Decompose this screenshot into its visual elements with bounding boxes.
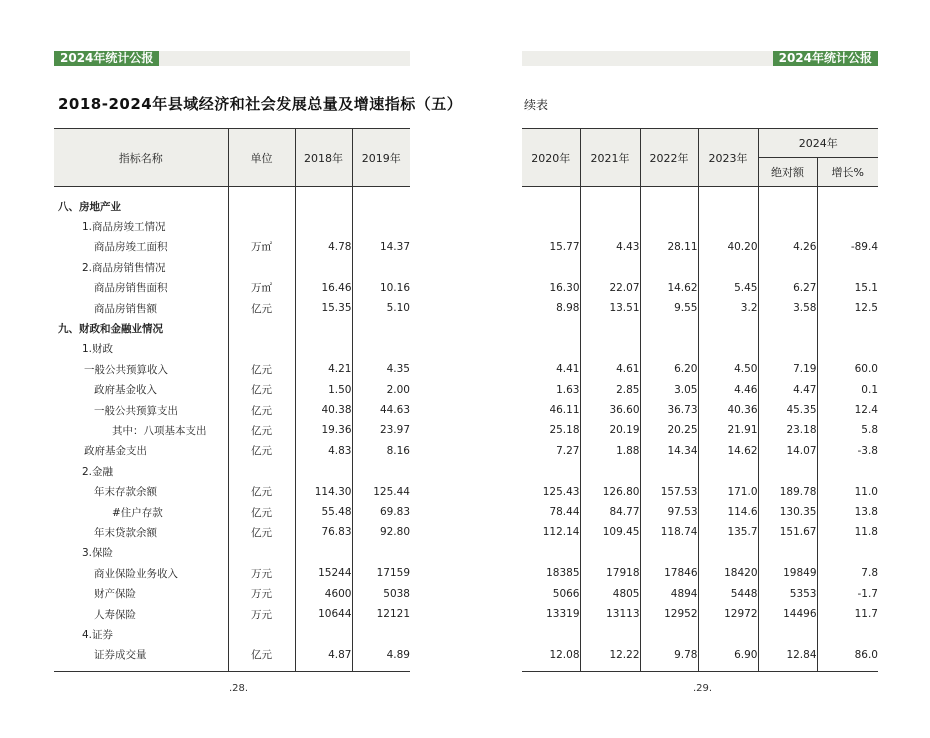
table-row <box>522 380 878 400</box>
value-2024-absolute <box>758 257 817 277</box>
value-2024-growth <box>817 339 878 359</box>
value-2019: 125.44 <box>352 481 410 501</box>
value-2019 <box>352 318 410 338</box>
indicator-name: 政府基金收入 <box>94 384 157 397</box>
value-2018: 76.83 <box>295 522 352 542</box>
value-2024-absolute <box>758 624 817 644</box>
value-2018 <box>295 257 352 277</box>
table-row <box>522 604 878 624</box>
table-row <box>54 359 410 379</box>
value-2019: 92.80 <box>352 522 410 542</box>
indicator-name: 年末贷款余额 <box>94 526 157 539</box>
table-row <box>54 278 410 298</box>
value-2023: 21.91 <box>698 420 758 440</box>
value-2022: 157.53 <box>640 481 698 501</box>
value-2020 <box>522 461 580 481</box>
value-2021: 4.61 <box>580 359 640 379</box>
table-row <box>54 237 410 257</box>
value-2022: 36.73 <box>640 400 698 420</box>
value-2021 <box>580 216 640 236</box>
value-2020: 125.43 <box>542 485 580 498</box>
left-table-body <box>54 187 410 672</box>
value-2022: 28.11 <box>640 237 698 257</box>
value-2022: 14.62 <box>640 278 698 298</box>
value-2024-growth: 11.0 <box>817 481 878 501</box>
table-row <box>54 187 410 217</box>
indicator-name: 商品房销售面积 <box>94 282 168 295</box>
table-row <box>54 380 410 400</box>
value-2024-growth <box>817 187 878 217</box>
value-2024-absolute: 6.27 <box>758 278 817 298</box>
value-2020 <box>522 318 580 338</box>
value-2018: 19.36 <box>295 420 352 440</box>
value-2019: 10.16 <box>352 278 410 298</box>
header-absolute: 绝对额 <box>758 158 817 187</box>
table-row <box>522 563 878 583</box>
right-table <box>522 128 878 672</box>
value-2021 <box>580 187 640 217</box>
table-row <box>54 420 410 440</box>
header-2020: 2020年 <box>522 129 580 187</box>
value-2019: 8.16 <box>352 441 410 461</box>
header-growth: 增长% <box>817 158 878 187</box>
table-row <box>522 359 878 379</box>
table-row <box>522 522 878 542</box>
value-2023: 6.90 <box>698 645 758 672</box>
value-2024-absolute: 7.19 <box>758 359 817 379</box>
indicator-name: 1.财政 <box>82 343 114 356</box>
value-2018: 1.50 <box>295 380 352 400</box>
table-row <box>54 583 410 603</box>
unit-cell: 万元 <box>228 583 295 603</box>
value-2024-growth: 86.0 <box>817 645 878 672</box>
value-2020: 15.77 <box>549 240 580 253</box>
value-2024-growth: 5.8 <box>817 420 878 440</box>
value-2020: 25.18 <box>549 424 580 437</box>
value-2022: 14.34 <box>640 441 698 461</box>
value-2018 <box>295 216 352 236</box>
header-2018: 2018年 <box>295 129 352 187</box>
indicator-name: 八、房地产业 <box>58 200 121 213</box>
value-2021 <box>580 257 640 277</box>
value-2022: 97.53 <box>640 502 698 522</box>
value-2020 <box>522 339 580 359</box>
value-2021: 109.45 <box>580 522 640 542</box>
value-2018 <box>295 543 352 563</box>
value-2022 <box>640 187 698 217</box>
header-2021: 2021年 <box>580 129 640 187</box>
value-2022: 118.74 <box>640 522 698 542</box>
right-header-tag: 2024年统计公报 <box>773 51 878 66</box>
unit-cell <box>228 257 295 277</box>
unit-cell: 亿元 <box>228 441 295 461</box>
value-2018: 55.48 <box>295 502 352 522</box>
value-2021: 84.77 <box>580 502 640 522</box>
value-2024-absolute: 19849 <box>758 563 817 583</box>
value-2018 <box>295 624 352 644</box>
value-2018: 4.21 <box>295 359 352 379</box>
indicator-name: 2.金融 <box>82 465 114 478</box>
value-2023 <box>698 339 758 359</box>
table-row <box>54 339 410 359</box>
value-2019: 2.00 <box>352 380 410 400</box>
value-2018: 4600 <box>295 583 352 603</box>
value-2023 <box>698 461 758 481</box>
value-2023: 4.46 <box>698 380 758 400</box>
left-header-tag: 2024年统计公报 <box>54 51 159 66</box>
indicator-name: 一般公共预算收入 <box>84 363 168 376</box>
left-table <box>54 128 410 672</box>
table-row <box>54 441 410 461</box>
unit-cell: 万㎡ <box>228 278 295 298</box>
unit-cell: 亿元 <box>228 522 295 542</box>
indicator-name: 一般公共预算支出 <box>94 404 178 417</box>
table-row <box>54 481 410 501</box>
value-2024-absolute <box>758 216 817 236</box>
unit-cell <box>228 318 295 338</box>
unit-cell: 亿元 <box>228 645 295 672</box>
value-2022: 17846 <box>640 563 698 583</box>
value-2018: 4.78 <box>295 237 352 257</box>
unit-cell: 亿元 <box>228 502 295 522</box>
unit-cell: 万元 <box>228 563 295 583</box>
value-2022: 9.78 <box>640 645 698 672</box>
value-2018 <box>295 339 352 359</box>
indicator-name: 3.保险 <box>82 547 114 560</box>
value-2023: 135.7 <box>698 522 758 542</box>
value-2022: 4894 <box>640 583 698 603</box>
value-2019 <box>352 216 410 236</box>
unit-cell <box>228 624 295 644</box>
value-2020: 18385 <box>546 567 580 580</box>
value-2022: 3.05 <box>640 380 698 400</box>
value-2018: 4.83 <box>295 441 352 461</box>
value-2023: 171.0 <box>698 481 758 501</box>
table-row <box>54 216 410 236</box>
unit-cell <box>228 339 295 359</box>
value-2019: 4.35 <box>352 359 410 379</box>
value-2020: 7.27 <box>556 444 580 457</box>
header-indicator-name: 指标名称 <box>54 129 228 187</box>
value-2024-absolute: 5353 <box>758 583 817 603</box>
value-2024-growth: 15.1 <box>817 278 878 298</box>
value-2018: 15244 <box>295 563 352 583</box>
value-2024-growth: 12.5 <box>817 298 878 318</box>
value-2021 <box>580 318 640 338</box>
unit-cell: 亿元 <box>228 481 295 501</box>
value-2019: 17159 <box>352 563 410 583</box>
value-2022: 12952 <box>640 604 698 624</box>
value-2024-absolute: 4.47 <box>758 380 817 400</box>
value-2019: 4.89 <box>352 645 410 672</box>
value-2020 <box>522 216 580 236</box>
value-2024-absolute: 3.58 <box>758 298 817 318</box>
header-2019: 2019年 <box>352 129 410 187</box>
value-2021: 17918 <box>580 563 640 583</box>
indicator-name: #住户存款 <box>112 506 163 519</box>
value-2024-growth: 7.8 <box>817 563 878 583</box>
table-row <box>522 420 878 440</box>
value-2022 <box>640 461 698 481</box>
value-2024-growth: 60.0 <box>817 359 878 379</box>
value-2021: 2.85 <box>580 380 640 400</box>
right-table-body <box>522 187 878 672</box>
left-header-band <box>54 51 410 66</box>
unit-cell: 亿元 <box>228 380 295 400</box>
value-2018: 40.38 <box>295 400 352 420</box>
value-2023 <box>698 318 758 338</box>
value-2024-growth: 13.8 <box>817 502 878 522</box>
unit-cell: 万元 <box>228 604 295 624</box>
value-2023: 4.50 <box>698 359 758 379</box>
right-header-band <box>522 51 878 66</box>
value-2023 <box>698 257 758 277</box>
value-2019: 5038 <box>352 583 410 603</box>
indicator-name: 4.证券 <box>82 628 114 641</box>
table-row <box>54 604 410 624</box>
indicator-name: 商品房销售额 <box>94 302 157 315</box>
value-2022 <box>640 624 698 644</box>
unit-cell <box>228 543 295 563</box>
value-2022 <box>640 318 698 338</box>
continued-label: 续表 <box>524 98 549 112</box>
value-2024-growth: -1.7 <box>817 583 878 603</box>
unit-cell <box>228 187 295 217</box>
value-2019: 44.63 <box>352 400 410 420</box>
value-2021: 22.07 <box>580 278 640 298</box>
value-2020: 1.63 <box>556 383 580 396</box>
value-2018: 4.87 <box>295 645 352 672</box>
value-2023: 14.62 <box>698 441 758 461</box>
table-row <box>54 461 410 481</box>
value-2023: 3.2 <box>698 298 758 318</box>
unit-cell: 万㎡ <box>228 237 295 257</box>
header-unit: 单位 <box>228 129 295 187</box>
table-row <box>522 187 878 217</box>
value-2018 <box>295 187 352 217</box>
value-2020: 4.41 <box>556 363 580 376</box>
indicator-name: 政府基金支出 <box>84 445 147 458</box>
value-2024-growth: -3.8 <box>817 441 878 461</box>
value-2018: 16.46 <box>295 278 352 298</box>
value-2023: 5.45 <box>698 278 758 298</box>
value-2021: 4805 <box>580 583 640 603</box>
table-row <box>54 563 410 583</box>
table-row <box>54 543 410 563</box>
value-2019 <box>352 339 410 359</box>
value-2021: 4.43 <box>580 237 640 257</box>
indicator-name: 商品房竣工面积 <box>94 241 168 254</box>
value-2024-growth: 0.1 <box>817 380 878 400</box>
value-2023 <box>698 624 758 644</box>
value-2020: 13319 <box>546 608 580 620</box>
value-2024-growth: 11.8 <box>817 522 878 542</box>
value-2021: 1.88 <box>580 441 640 461</box>
indicator-name: 财产保险 <box>94 588 136 601</box>
table-row <box>522 624 878 644</box>
value-2024-absolute <box>758 187 817 217</box>
value-2022: 9.55 <box>640 298 698 318</box>
value-2019 <box>352 257 410 277</box>
value-2024-absolute <box>758 318 817 338</box>
value-2022: 6.20 <box>640 359 698 379</box>
value-2020 <box>522 257 580 277</box>
value-2021 <box>580 461 640 481</box>
indicator-name: 证券成交量 <box>94 649 147 662</box>
indicator-name: 其中：八项基本支出 <box>112 424 207 437</box>
value-2019: 69.83 <box>352 502 410 522</box>
header-2023: 2023年 <box>698 129 758 187</box>
table-row <box>522 481 878 501</box>
table-row <box>54 624 410 644</box>
indicator-name: 1.商品房竣工情况 <box>82 221 166 234</box>
value-2024-absolute: 12.84 <box>758 645 817 672</box>
unit-cell: 亿元 <box>228 359 295 379</box>
value-2018: 10644 <box>295 604 352 624</box>
value-2021: 13.51 <box>580 298 640 318</box>
value-2019: 5.10 <box>352 298 410 318</box>
unit-cell <box>228 461 295 481</box>
value-2024-growth <box>817 318 878 338</box>
value-2020 <box>522 624 580 644</box>
value-2019: 12121 <box>352 604 410 624</box>
value-2021 <box>580 339 640 359</box>
table-row <box>522 502 878 522</box>
table-row <box>522 237 878 257</box>
value-2021 <box>580 543 640 563</box>
value-2021: 20.19 <box>580 420 640 440</box>
table-row <box>522 543 878 563</box>
value-2021 <box>580 624 640 644</box>
value-2018 <box>295 461 352 481</box>
value-2023: 40.36 <box>698 400 758 420</box>
table-row <box>522 257 878 277</box>
value-2024-absolute <box>758 339 817 359</box>
value-2020: 16.30 <box>549 281 580 294</box>
value-2024-absolute: 130.35 <box>758 502 817 522</box>
value-2022: 20.25 <box>640 420 698 440</box>
table-row <box>522 339 878 359</box>
value-2024-absolute: 189.78 <box>758 481 817 501</box>
value-2019 <box>352 461 410 481</box>
table-row <box>522 278 878 298</box>
value-2024-absolute <box>758 543 817 563</box>
value-2018: 114.30 <box>295 481 352 501</box>
value-2024-growth <box>817 543 878 563</box>
value-2019 <box>352 624 410 644</box>
value-2023: 18420 <box>698 563 758 583</box>
page-title: 2018-2024年县域经济和社会发展总量及增速指标（五） <box>58 95 463 113</box>
value-2023 <box>698 216 758 236</box>
value-2024-growth: 11.7 <box>817 604 878 624</box>
value-2023: 5448 <box>698 583 758 603</box>
table-row <box>522 461 878 481</box>
value-2024-growth <box>817 461 878 481</box>
table-row <box>54 318 410 338</box>
value-2020: 112.14 <box>542 526 580 539</box>
table-row <box>54 298 410 318</box>
value-2020: 8.98 <box>556 302 580 315</box>
value-2024-absolute: 45.35 <box>758 400 817 420</box>
value-2022 <box>640 543 698 563</box>
table-row <box>522 400 878 420</box>
value-2021: 36.60 <box>580 400 640 420</box>
value-2022 <box>640 257 698 277</box>
table-row <box>54 400 410 420</box>
value-2020 <box>522 543 580 563</box>
value-2024-absolute: 4.26 <box>758 237 817 257</box>
value-2019: 14.37 <box>352 237 410 257</box>
value-2020: 5066 <box>552 587 580 600</box>
value-2024-growth: -89.4 <box>817 237 878 257</box>
unit-cell <box>228 216 295 236</box>
value-2024-growth: 12.4 <box>817 400 878 420</box>
value-2024-growth <box>817 257 878 277</box>
indicator-name: 2.商品房销售情况 <box>82 261 166 274</box>
table-row <box>522 441 878 461</box>
value-2024-absolute: 14496 <box>758 604 817 624</box>
value-2021: 12.22 <box>580 645 640 672</box>
value-2019 <box>352 187 410 217</box>
value-2023 <box>698 187 758 217</box>
table-row <box>522 298 878 318</box>
value-2023: 40.20 <box>698 237 758 257</box>
table-row <box>522 645 878 672</box>
unit-cell: 亿元 <box>228 420 295 440</box>
value-2018 <box>295 318 352 338</box>
value-2024-growth <box>817 216 878 236</box>
value-2024-absolute: 14.07 <box>758 441 817 461</box>
table-row <box>522 216 878 236</box>
value-2020: 12.08 <box>549 648 580 661</box>
table-row <box>522 318 878 338</box>
value-2020 <box>522 187 580 217</box>
value-2019: 23.97 <box>352 420 410 440</box>
value-2024-growth <box>817 624 878 644</box>
indicator-name: 人寿保险 <box>94 608 136 621</box>
value-2019 <box>352 543 410 563</box>
header-2022: 2022年 <box>640 129 698 187</box>
value-2018: 15.35 <box>295 298 352 318</box>
unit-cell: 亿元 <box>228 400 295 420</box>
value-2022 <box>640 339 698 359</box>
value-2023 <box>698 543 758 563</box>
unit-cell: 亿元 <box>228 298 295 318</box>
value-2024-absolute: 151.67 <box>758 522 817 542</box>
indicator-name: 年末存款余额 <box>94 486 157 499</box>
value-2021: 13113 <box>580 604 640 624</box>
table-row <box>54 645 410 672</box>
right-page-number: .29. <box>693 683 713 694</box>
value-2021: 126.80 <box>580 481 640 501</box>
left-page-number: .28. <box>229 683 249 694</box>
table-row <box>54 522 410 542</box>
table-row <box>54 257 410 277</box>
value-2020: 78.44 <box>549 506 580 519</box>
indicator-name: 九、财政和金融业情况 <box>58 323 163 336</box>
value-2023: 12972 <box>698 604 758 624</box>
value-2023: 114.6 <box>698 502 758 522</box>
value-2024-absolute: 23.18 <box>758 420 817 440</box>
header-2024: 2024年 <box>758 129 878 158</box>
value-2020: 46.11 <box>549 404 580 417</box>
table-row <box>54 502 410 522</box>
table-row <box>522 583 878 603</box>
value-2022 <box>640 216 698 236</box>
indicator-name: 商业保险业务收入 <box>94 567 178 580</box>
value-2024-absolute <box>758 461 817 481</box>
